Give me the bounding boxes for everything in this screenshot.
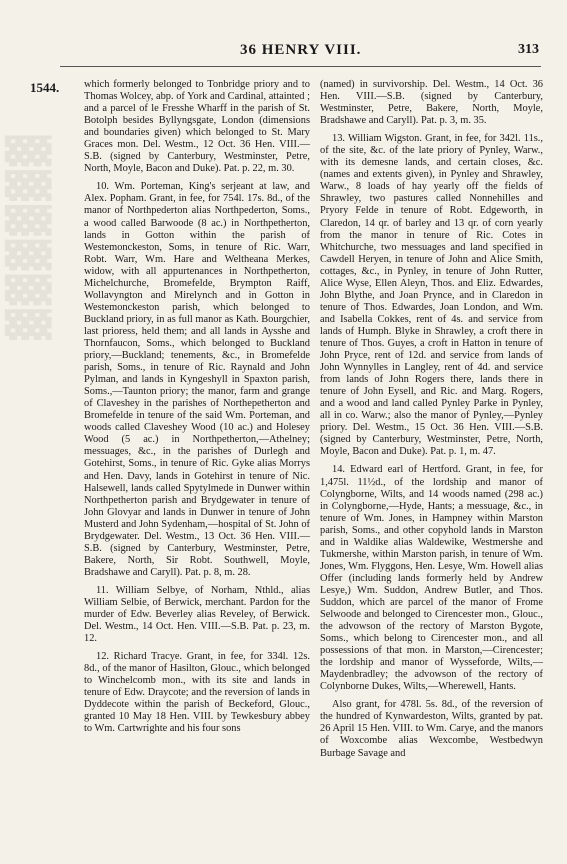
entry-paragraph: 13. William Wigston. Grant, in fee, for 342l. 11s., of the site, &c. of the late priory of Pynley, Warw., with its demesne lands, and certain closes, &c. (names and extents given), in Pynley and Shrawley, Warw., 8 loads of hay yearly off the fields of Shrawley, two pastures called Nonnehilles and Pryory Felde in tenure of Robt. Edgeworth, in Claredon, 14 qr. of barley and 13 qr. of corn yearly from the manor in tenure of Ric. Cotes in Whitchurche, two messuages and land specified in Cawdell Heryen, in tenure of John and Alice Smith, cottages, &c., in Pynley, in tenure of John Rutter, Alice Wyse, Ellen Aleyn, Thos. and Eliz. Edwardes, John Blythe, and Joan Prynce, and in Claredon in tenure of Thos. Edwardes, Joan London, and Wm. and Isabella Cokkes, rent of 4s. and service from lands of Humph. Blyke in Shrawley, a croft there in tenure of Thos. Guyes, a croft in Hatton in tenure of John Pryce, rent of 12d. and service from lands of John Wynnylles in Langley, rent of 4d. and service from lands of John Rogers there, lands there in tenure of John Eysell, and Ric. and Marg. Rogers, and a wood and land called Pynley Parke in Pynley, all in co. Warw.; also the manor of Pynley,—Pynley priory. Del. Westm., 15 Oct. 36 Hen. VIII.—S.B. (signed by Canterbury, Westminster, Petre, North, Moyle, Bacon and Duke). Pat. p. 1, m. 47. xyxy=(320,133,543,458)
entry-paragraph: 14. Edward earl of Hertford. Grant, in fee, for 1,475l. 11½d., of the lordship and manor of Colyngborne, Wilts, and 14 woods named (298 ac.) in Colyngborne,—Hyde, Hants; a messuage, &c., in tenure of Wm. Jones, in Hampney within Marston parish, Soms., and other copyhold lands in Marston and in Waldike alias Waldewike, Westmershe and Tukmershe, within Marston parish, in tenure of Wm. Jones, Wm. Flyggons, Hen. Lesye, Wm. Howell alias Offer (including lands formerly held by Andrew Lesye,) Wm. Suddon, Andrew Butler, and Thos. Suddon, which are parcel of the manor of Frome Selwoode and belonged to Cirencester mon., Glouc., the advowson of the rectory of Marston Bygote, Soms., which belong to Cirencester mon., and all possessions of that mon. in Marston,—Cirencester; the lordship and manor of Wysseforde, Wilts,—Maydenbradley; the advowson of the rectory of Colynborne Dukes, Wilts,—Wherewell, Hants. xyxy=(320,464,543,693)
entry-paragraph: Also grant, for 478l. 5s. 8d., of the reversion of the hundred of Kynwardeston, Wilts, granted by pat. 26 April 15 Hen. VIII. to Wm. Carye, and the manors of Woxcombe alias Wexcombe, Westbedwyn Burbage Savage and xyxy=(320,699,543,759)
running-head: 36 HENRY VIII. xyxy=(240,42,362,58)
entry-paragraph: 12. Richard Tracye. Grant, in fee, for 334l. 12s. 8d., of the manor of Hasilton, Glouc., which belonged to Winchelcomb mon., with its site and lands in tenure of Edw. Draycote; and the reversion of lands in Dyddecote within the parish of Beckeford, Glouc., granted 10 May 18 Hen. VIII. by Tewkesbury abbey to Wm. Cartwrighte and his four sons xyxy=(84,651,310,735)
entry-paragraph: 10. Wm. Porteman, King's serjeant at law, and Alex. Popham. Grant, in fee, for 754l. 17s. 8d., of the manor of Northpederton alias Northpederton, Soms., a wood called Barwoode (8 ac.) in Northpetherton, lands in Gotton within the parish of Westemonckeston, Soms, in tenure of Ric. Warr, Robt. Warr, Wm. Hare and Weltheana Merkes, widow, with all appurtenances in Northpetherton, Michelchurche, Bromefelde, Brympton Raiff, Wollavyngton and Mirelynch and in Gotton in Westemonckeston parish, which belonged to Buckland priory, in as full manor as Kath. Bourgchier, last prioress, held them; and all lands in Aysshe and Thornfaucon, Soms., which belonged to Buckland priory,—Buckland; tenements, &c., in Bromefelde parish, Soms., in tenure of Ric. Raynald and John Pylman, and lands in Kyngeshyll in Spaxton parish, Soms.,—Taunton priory; the manor, farm and grange of Claveshey in the parishes of Northepetherton and Bromefelde in tenure of the said Wm. Porteman, and woods called Claveshey Wood (10 ac.) and Holesey Wood (5 ac.) in Northpetherton,—Athelney; messuages, &c., in the parishes of Durlegh and Gotehirst, Soms., in tenure of Ric. Gyke alias Morrys and Hen. Davy, lands in Gotehirst in tenure of Nic. Halsewell, lands called Spytylmede in Dunwer within Northpetherton parish and Brydgewater in tenure of John Glovyar and lands in Dunwer in tenure of John Musterd and John Sydenham,—hospital of St. John of Brydgewater. Del. Westm., 13 Oct. 36 Hen. VIII.—S.B. (signed by Canterbury, Westminster, Petre, Bakere, North, Sir Robt. Southwell, Moyle, Bradshawe and Caryll). Pat. p. 8, m. 28. xyxy=(84,181,310,578)
entry-paragraph: which formerly belonged to Tonbridge priory and to Thomas Wolcey, abp. of York and Cardinal, attainted ; and a parcel of le Fresshe Wharff in the parish of St. Botolph besides Byllyngsgate, London (dimensions and boundaries given) which belonged to St. Mary Graces mon. Del. Westm., 12 Oct. 36 Hen. VIII.—S.B. (signed by Canterbury, Westminster, Petre, North, Moyle, Bacon and Duke). Pat. p. 22, m. 30. xyxy=(84,79,310,175)
entry-paragraph: (named) in survivorship. Del. Westm., 14 Oct. 36 Hen. VIII.—S.B. (signed by Canterbury, Westminster, Petre, Bakere, North, Moyle, Bradshawe and Caryll). Pat. p. 3, m. 35. xyxy=(320,79,543,127)
year-marker: 1544. xyxy=(30,80,60,95)
left-column xyxy=(84,79,310,741)
library-watermark: ▓▓▓▓▓▓ xyxy=(6,131,52,340)
page-number: 313 xyxy=(518,42,539,57)
right-column xyxy=(320,79,543,766)
entry-paragraph: 11. William Selbye, of Norham, Nthld., alias William Selbie, of Berwick, merchant. Pardon for the murder of Edw. Beverley alias Reveley, of Berwick. Del. Westm., 14 Oct. Hen. VIII.—S.B. Pat. p. 23, m. 12. xyxy=(84,584,310,645)
page-header xyxy=(0,42,567,64)
header-rule xyxy=(60,66,541,67)
